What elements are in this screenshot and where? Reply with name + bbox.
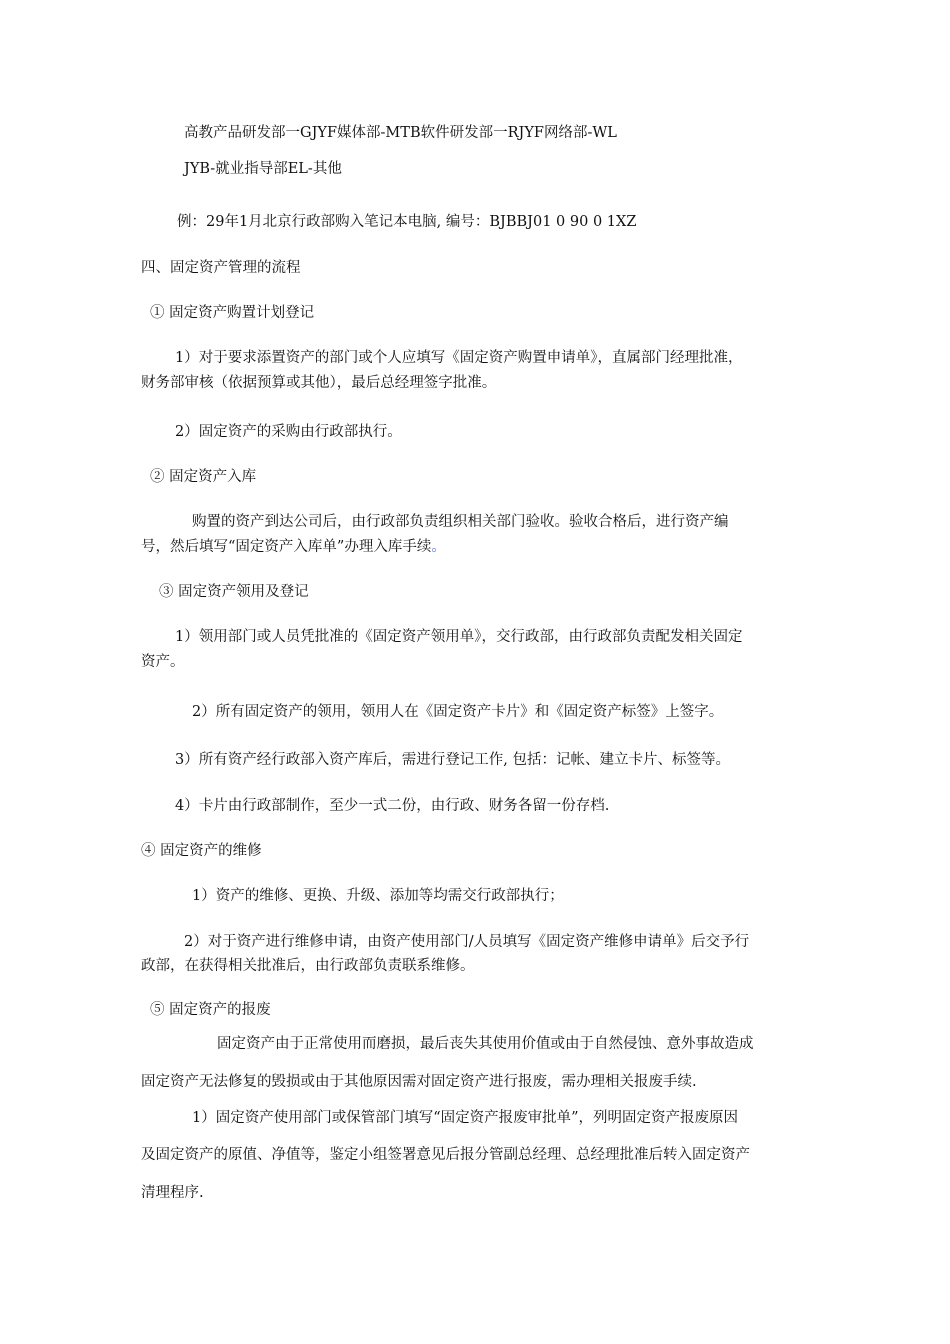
para-11-line-1: 1）固定资产使用部门或保管部门填写“固定资产报废审批单”，列明固定资产报废原因 xyxy=(192,1110,739,1126)
para-8: 1）资产的维修、更换、升级、添加等均需交行政部执行； xyxy=(192,888,564,904)
dept-codes-line-2: JYB-就业指导部EL-其他 xyxy=(184,161,342,177)
para-3-line-1: 购置的资产到达公司后，由行政部负责组织相关部门验收。验收合格后，进行资产编 xyxy=(192,514,729,530)
para-2: 2）固定资产的采购由行政部执行。 xyxy=(175,424,402,440)
subheading-2: ② 固定资产入库 xyxy=(150,469,257,485)
example-line: 例：29年1月北京行政部购入笔记本电脑, 编号：BJBBJ01 0 90 0 1XZ xyxy=(177,214,637,230)
dept-codes-line-1: 高教产品研发部一GJYF媒体部-MTB软件研发部一RJYF网络部-WL xyxy=(184,125,617,141)
para-9-line-1: 2）对于资产进行维修申请，由资产使用部门/人员填写《固定资产维修申请单》后交予行 xyxy=(184,934,750,950)
para-9-line-2: 政部，在获得相关批准后，由行政部负责联系维修。 xyxy=(141,958,475,974)
para-11-line-3: 清理程序. xyxy=(141,1185,204,1201)
subheading-4: ④ 固定资产的维修 xyxy=(141,843,262,859)
para-10-line-1: 固定资产由于正常使用而磨损，最后丧失其使用价值或由于自然侵蚀、意外事故造成 xyxy=(217,1036,754,1052)
para-1-line-1: 1）对于要求添置资产的部门或个人应填写《固定资产购置申请单》，直属部门经理批准， xyxy=(175,350,743,366)
subheading-1: ① 固定资产购置计划登记 xyxy=(150,305,315,321)
para-3-text: 号，然后填写“固定资产入库单”办理入库手续 xyxy=(141,539,432,555)
para-6: 3）所有资产经行政部入资产库后，需进行登记工作, 包括：记帐、建立卡片、标签等。 xyxy=(175,752,730,768)
para-5: 2）所有固定资产的领用，领用人在《固定资产卡片》和《固定资产标签》上签字。 xyxy=(192,704,724,720)
para-3-period: 。 xyxy=(431,539,446,555)
section-heading: 四、固定资产管理的流程 xyxy=(141,260,301,276)
para-1-line-2: 财务部审核（依据预算或其他），最后总经理签字批准。 xyxy=(141,375,497,391)
subheading-3: ③ 固定资产领用及登记 xyxy=(159,584,309,600)
para-4-line-2: 资产。 xyxy=(141,654,185,670)
para-4-line-1: 1）领用部门或人员凭批准的《固定资产领用单》，交行政部，由行政部负责配发相关固定 xyxy=(175,629,743,645)
para-11-line-2: 及固定资产的原值、净值等，鉴定小组签署意见后报分管副总经理、总经理批准后转入固定资产 xyxy=(141,1147,750,1163)
para-3-line-2 xyxy=(141,537,821,557)
para-7: 4）卡片由行政部制作，至少一式二份，由行政、财务各留一份存档. xyxy=(175,798,610,814)
subheading-5: ⑤ 固定资产的报废 xyxy=(150,1002,271,1018)
para-10-line-2: 固定资产无法修复的毁损或由于其他原因需对固定资产进行报废，需办理相关报废手续. xyxy=(141,1074,697,1090)
